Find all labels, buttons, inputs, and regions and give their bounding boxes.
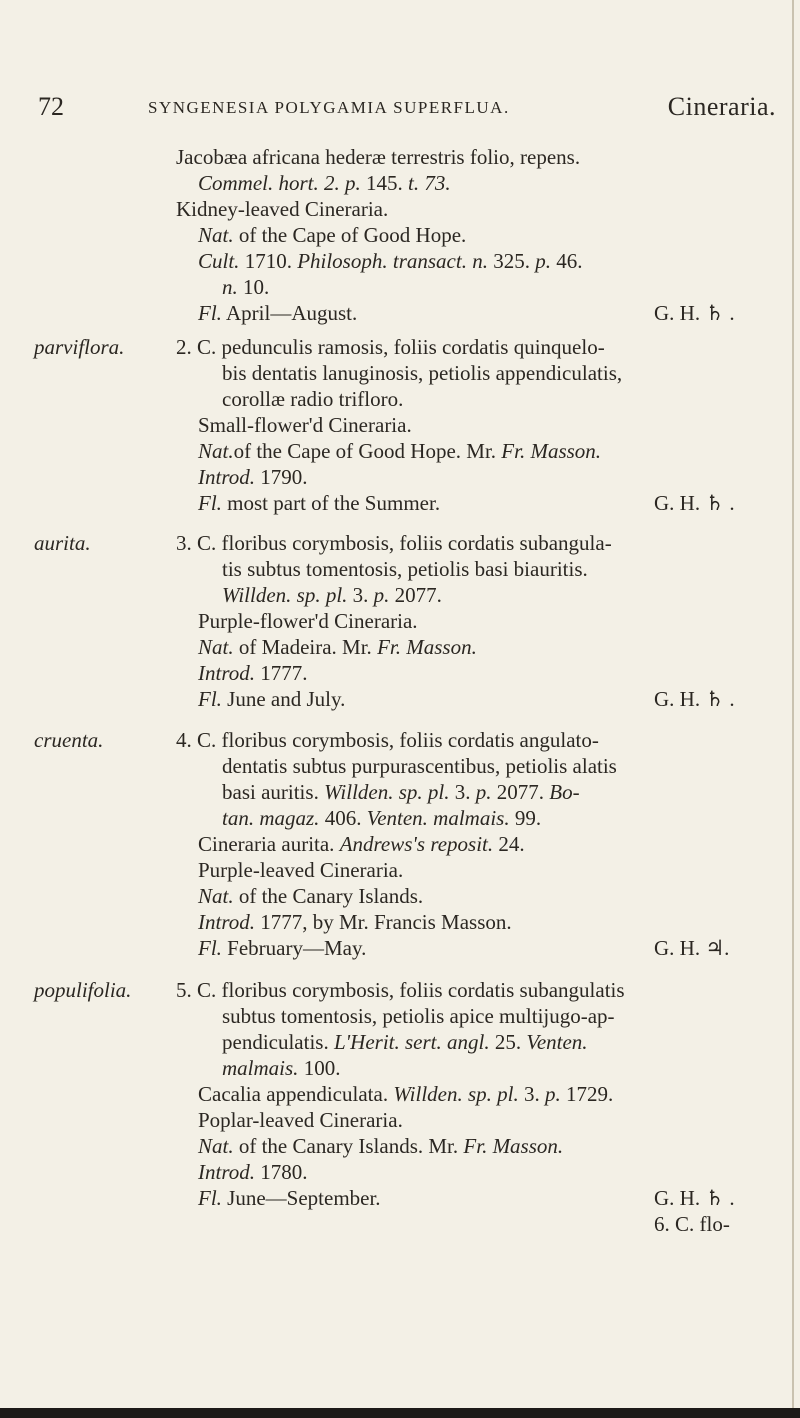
- entry-line: n. 10.: [222, 275, 270, 299]
- entry-line: Nat.of the Cape of Good Hope. Mr. Fr. Masson.: [198, 439, 602, 463]
- entry-line: Nat. of Madeira. Mr. Fr. Masson.: [198, 635, 477, 659]
- running-title: SYNGENESIA POLYGAMIA SUPERFLUA.: [148, 98, 510, 117]
- entry-line: Purple-leaved Cineraria.: [198, 858, 404, 882]
- entry-line: Fl. June—September.: [198, 1186, 381, 1210]
- habitat-symbol: G. H. ♄ .: [654, 1186, 735, 1210]
- entry-line: Purple-flower'd Cineraria.: [198, 609, 418, 633]
- entry-line: dentatis subtus purpurascentibus, petiolis alatis: [222, 754, 617, 778]
- entry-line: 4. C. floribus corymbosis, foliis cordatis angulato-: [176, 728, 599, 752]
- entry-line: Introd. 1777.: [198, 661, 308, 685]
- margin-epithet: parviflora.: [34, 335, 125, 359]
- entry-line: Introd. 1777, by Mr. Francis Masson.: [198, 910, 512, 934]
- entry-line: Kidney-leaved Cineraria.: [176, 197, 389, 221]
- entry-line: Cineraria aurita. Andrews's reposit. 24.: [198, 832, 525, 856]
- catchword: 6. C. flo-: [654, 1212, 730, 1236]
- page-header: [38, 92, 776, 132]
- entry-line: Fl. June and July.: [198, 687, 346, 711]
- entry-line: Introd. 1780.: [198, 1160, 308, 1184]
- entry-line: 5. C. floribus corymbosis, foliis cordatis subangulatis: [176, 978, 625, 1002]
- margin-epithet: aurita.: [34, 531, 91, 555]
- habitat-symbol: G. H. ♃.: [654, 936, 730, 960]
- entry-line: Nat. of the Cape of Good Hope.: [198, 223, 467, 247]
- entry-line: Fl. February—May.: [198, 936, 367, 960]
- entry-line: Fl. most part of the Summer.: [198, 491, 441, 515]
- entry-line: Jacobæa africana hederæ terrestris folio, repens.: [176, 145, 581, 169]
- entry-line: bis dentatis lanuginosis, petiolis appendiculatis,: [222, 361, 623, 385]
- entry-line: tis subtus tomentosis, petiolis basi biauritis.: [222, 557, 588, 581]
- habitat-symbol: G. H. ♄ .: [654, 687, 735, 711]
- entry-line: Small-flower'd Cineraria.: [198, 413, 412, 437]
- entry-line: Nat. of the Canary Islands.: [198, 884, 424, 908]
- entry-line: Willden. sp. pl. 3. p. 2077.: [222, 583, 442, 607]
- entry-line: Cult. 1710. Philosoph. transact. n. 325. p. 46.: [198, 249, 583, 273]
- page-edge: [792, 0, 794, 1418]
- page-number: 72: [38, 92, 64, 121]
- entry-line: Introd. 1790.: [198, 465, 308, 489]
- entry-line: malmais. 100.: [222, 1056, 341, 1080]
- entry-line: Commel. hort. 2. p. 145. t. 73.: [198, 171, 451, 195]
- entry-line: pendiculatis. L'Herit. sert. angl. 25. Venten.: [222, 1030, 588, 1054]
- entry-line: 3. C. floribus corymbosis, foliis cordatis subangula-: [176, 531, 612, 555]
- entry-line: Cacalia appendiculata. Willden. sp. pl. 3. p. 1729.: [198, 1082, 614, 1106]
- entry-line: Poplar-leaved Cineraria.: [198, 1108, 403, 1132]
- habitat-symbol: G. H. ♄ .: [654, 491, 735, 515]
- margin-epithet: cruenta.: [34, 728, 104, 752]
- entry-line: corollæ radio trifloro.: [222, 387, 404, 411]
- entry-line: subtus tomentosis, petiolis apice multijugo-ap-: [222, 1004, 615, 1028]
- entry-line: 2. C. pedunculis ramosis, foliis cordatis quinquelo-: [176, 335, 605, 359]
- scan-edge: [0, 1408, 800, 1418]
- entry-line: tan. magaz. 406. Venten. malmais. 99.: [222, 806, 542, 830]
- entry-line: Nat. of the Canary Islands. Mr. Fr. Masson.: [198, 1134, 564, 1158]
- entry-line: basi auritis. Willden. sp. pl. 3. p. 2077. Bo-: [222, 780, 580, 804]
- habitat-symbol: G. H. ♄ .: [654, 301, 735, 325]
- genus-heading: Cineraria.: [667, 92, 776, 121]
- entry-line: Fl. April—August.: [198, 301, 358, 325]
- margin-epithet: populifolia.: [34, 978, 132, 1002]
